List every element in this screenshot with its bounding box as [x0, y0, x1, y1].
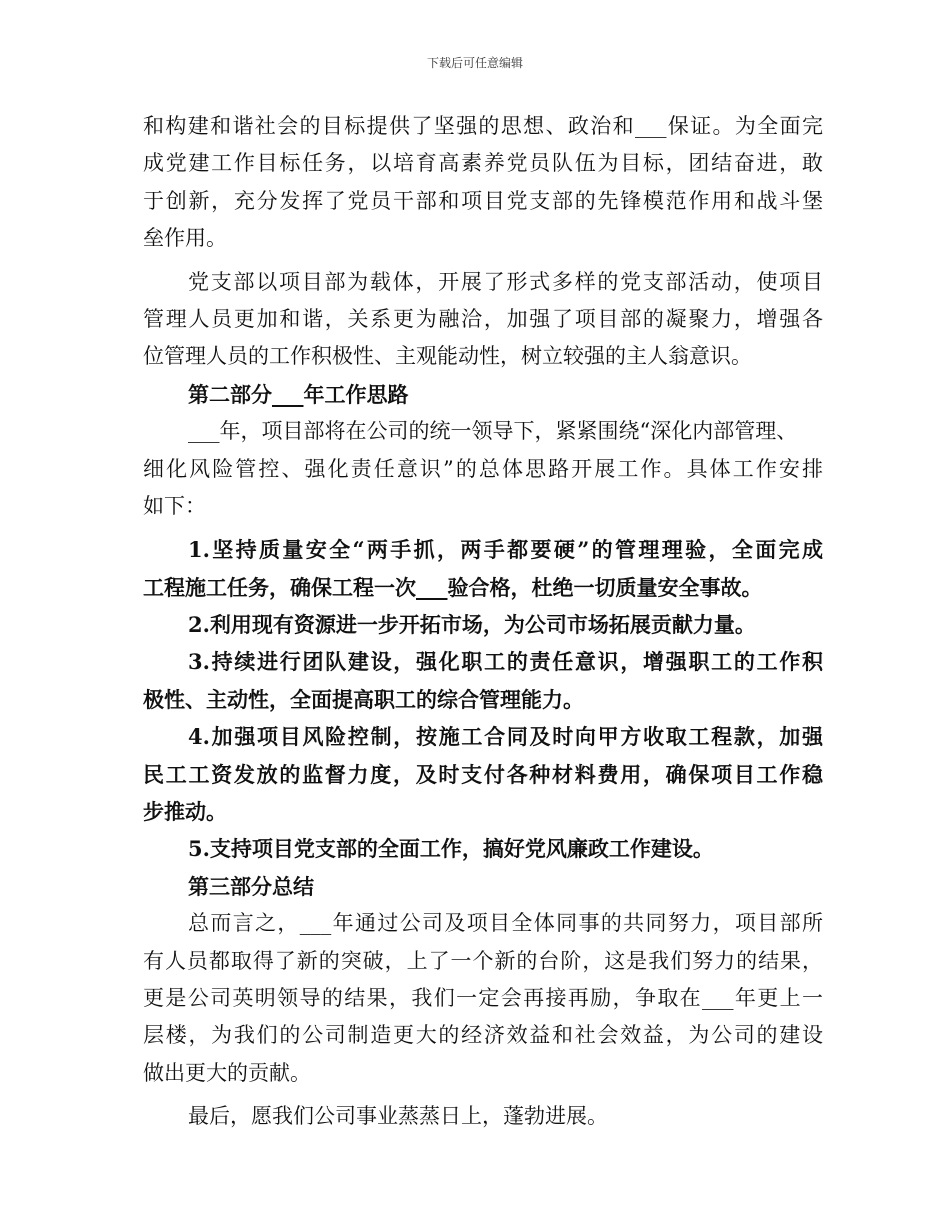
text-line: 最后，愿我们公司事业蒸蒸日上，蓬勃进展。 — [188, 1104, 608, 1129]
heading-line: 第三部分总结 — [188, 873, 314, 899]
list-item — [143, 718, 823, 830]
text-line: 工程施工任务，确保工程一次___验合格，杜绝一切质量安全事故。 — [143, 574, 763, 600]
section-heading — [143, 868, 823, 905]
section-heading — [143, 376, 823, 413]
paragraph — [143, 905, 823, 1092]
text-line: 于创新，充分发挥了党员干部和项目党支部的先锋模范作用和战斗堡 — [143, 188, 823, 213]
text-line: 有人员都取得了新的突破，上了一个新的台阶，这是我们努力的结果， — [143, 948, 823, 973]
paragraph — [143, 413, 823, 525]
text-line: 总而言之，___年通过公司及项目全体同事的共同努力，项目部所 — [188, 911, 823, 936]
list-item — [143, 531, 823, 606]
text-line: 层楼，为我们的公司制造更大的经济效益和社会效益，为公司的建设 — [143, 1023, 823, 1048]
text-line: 做出更大的贡献。 — [143, 1060, 311, 1085]
heading-line: 第二部分___年工作思路 — [188, 381, 409, 407]
document-body — [143, 108, 823, 1136]
list-item — [143, 606, 823, 643]
paragraph — [143, 1098, 823, 1135]
text-line: 4.加强项目风险控制，按施工合同及时向甲方收取工程款，加强 — [188, 724, 823, 750]
text-line: 管理人员更加和谐，关系更为融洽，加强了项目部的凝聚力，增强各 — [143, 306, 823, 331]
text-line: 细化风险管控、强化责任意识”的总体思路开展工作。具体工作安排 — [143, 456, 823, 481]
text-line: 2.利用现有资源进一步开拓市场，为公司市场拓展贡献力量。 — [188, 612, 756, 638]
text-line: 和构建和谐社会的目标提供了坚强的思想、政治和___保证。为全面完 — [143, 114, 823, 138]
text-line: 1.坚持质量安全“两手抓，两手都要硬”的管理理验，全面完成 — [188, 537, 823, 563]
text-line: 极性、主动性，全面提高职工的综合管理能力。 — [143, 686, 584, 712]
text-line: 更是公司英明领导的结果，我们一定会再接再励，争取在___年更上一 — [143, 985, 823, 1010]
text-line: 5.支持项目党支部的全面工作，搞好党风廉政工作建设。 — [188, 836, 714, 862]
list-item — [143, 643, 823, 718]
text-line: 步推动。 — [143, 799, 227, 825]
text-line: 如下： — [143, 493, 206, 518]
text-line: 成党建工作目标任务，以培育高素养党员队伍为目标，团结奋进，敢 — [143, 151, 823, 176]
text-line: ___年，项目部将在公司的统一领导下，紧紧围绕“深化内部管理、 — [188, 419, 798, 444]
text-line: 3.持续进行团队建设，强化职工的责任意识，增强职工的工作积 — [188, 649, 823, 675]
text-line: 党支部以项目部为载体，开展了形式多样的党支部活动，使项目 — [188, 269, 823, 294]
text-line: 民工工资发放的监督力度，及时支付各种材料费用，确保项目工作稳 — [143, 761, 823, 787]
text-line: 位管理人员的工作积极性、主观能动性，树立较强的主人翁意识。 — [143, 344, 752, 369]
list-item — [143, 830, 823, 867]
page-header: 下载后可任意编辑 — [426, 56, 523, 70]
paragraph — [143, 108, 823, 258]
paragraph — [143, 264, 823, 376]
text-line: 垒作用。 — [143, 226, 227, 251]
